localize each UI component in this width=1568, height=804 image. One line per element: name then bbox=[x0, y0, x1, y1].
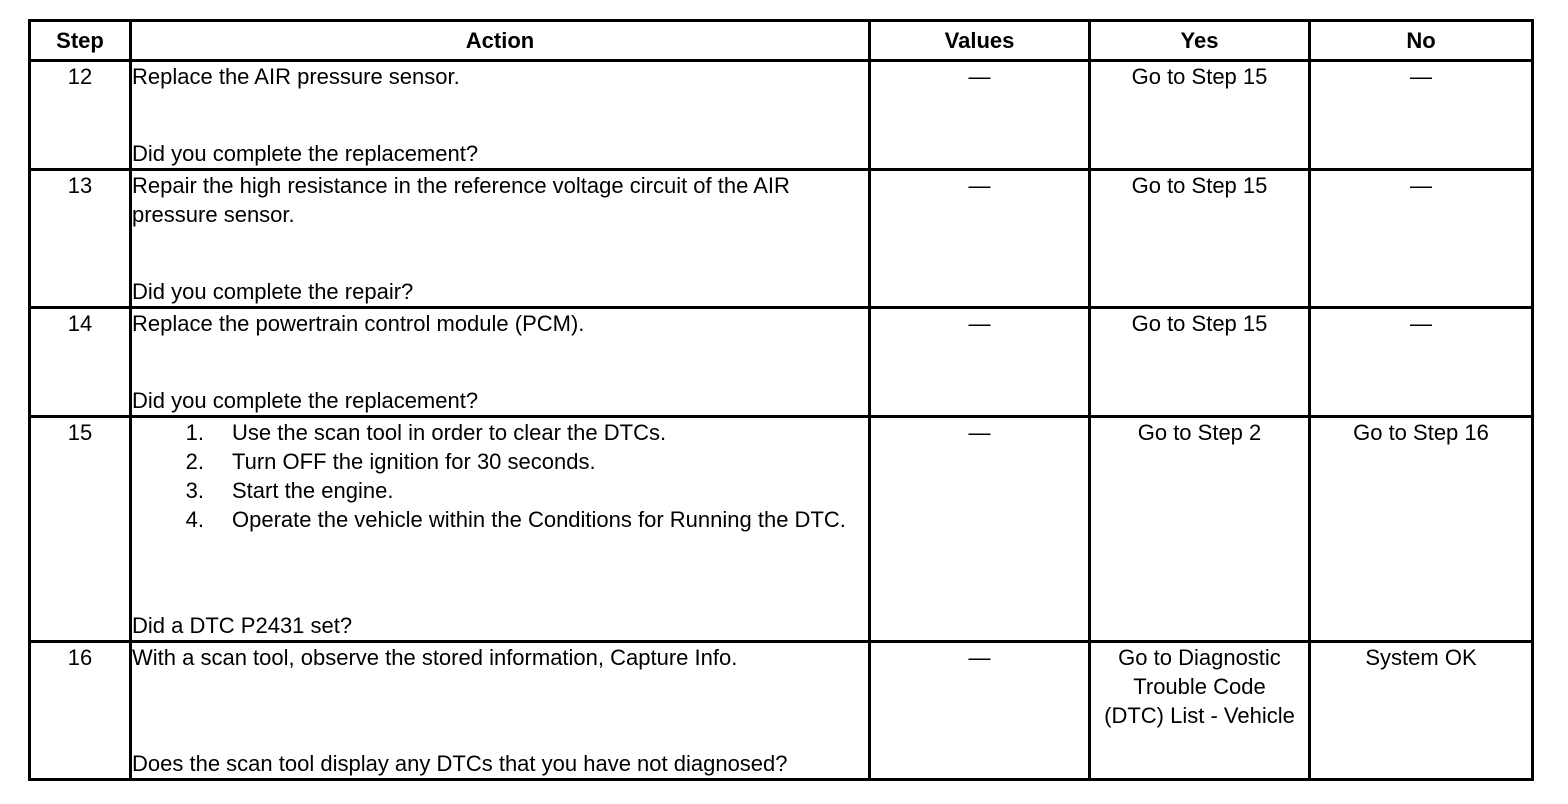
table-row bbox=[30, 642, 1533, 780]
action-cell bbox=[131, 61, 870, 170]
action-cell bbox=[131, 642, 870, 780]
header-action: Action bbox=[131, 21, 870, 61]
action-question: Does the scan tool display any DTCs that you have not diagnosed? bbox=[132, 751, 788, 776]
substep-text: Turn OFF the ignition for 30 seconds. bbox=[232, 449, 596, 474]
action-instruction: Replace the AIR pressure sensor. bbox=[132, 64, 460, 89]
header-step: Step bbox=[30, 21, 131, 61]
substep-number: 4. bbox=[185, 507, 204, 532]
substep-number: 3. bbox=[185, 478, 204, 503]
substep-list bbox=[132, 418, 868, 534]
values-cell: — bbox=[870, 61, 1090, 170]
no-cell: — bbox=[1310, 308, 1533, 417]
action-cell bbox=[131, 308, 870, 417]
table-row bbox=[30, 308, 1533, 417]
action-question: Did a DTC P2431 set? bbox=[132, 613, 353, 638]
header-no: No bbox=[1310, 21, 1533, 61]
substep-number: 2. bbox=[185, 449, 204, 474]
action-question: Did you complete the replacement? bbox=[132, 141, 479, 166]
substep-number: 1. bbox=[185, 420, 204, 445]
action-instruction: Replace the powertrain control module (PCM). bbox=[132, 311, 585, 336]
action-question: Did you complete the replacement? bbox=[132, 388, 479, 413]
table-row bbox=[30, 61, 1533, 170]
list-item bbox=[132, 505, 868, 534]
step-number: 16 bbox=[30, 642, 131, 780]
substep-text: Operate the vehicle within the Conditions for Running the DTC. bbox=[232, 507, 846, 532]
yes-cell: Go to Diagnostic Trouble Code (DTC) List - Vehicle bbox=[1090, 642, 1310, 780]
step-number: 13 bbox=[30, 170, 131, 308]
values-cell: — bbox=[870, 417, 1090, 642]
table-row bbox=[30, 417, 1533, 642]
no-cell: — bbox=[1310, 61, 1533, 170]
list-item bbox=[132, 476, 868, 505]
step-number: 15 bbox=[30, 417, 131, 642]
yes-cell: Go to Step 15 bbox=[1090, 170, 1310, 308]
action-question: Did you complete the repair? bbox=[132, 279, 414, 304]
values-cell: — bbox=[870, 308, 1090, 417]
values-cell: — bbox=[870, 642, 1090, 780]
action-instruction: Repair the high resistance in the reference voltage circuit of the AIR pressure sensor. bbox=[132, 173, 790, 227]
yes-cell: Go to Step 2 bbox=[1090, 417, 1310, 642]
step-number: 14 bbox=[30, 308, 131, 417]
action-instruction: With a scan tool, observe the stored information, Capture Info. bbox=[132, 645, 738, 670]
no-cell: System OK bbox=[1310, 642, 1533, 780]
header-row bbox=[30, 21, 1533, 61]
substep-text: Start the engine. bbox=[232, 478, 394, 503]
substep-text: Use the scan tool in order to clear the DTCs. bbox=[232, 420, 667, 445]
action-cell bbox=[131, 417, 870, 642]
diagnostic-table bbox=[28, 19, 1534, 781]
list-item bbox=[132, 418, 868, 447]
table-row bbox=[30, 170, 1533, 308]
step-number: 12 bbox=[30, 61, 131, 170]
no-cell: Go to Step 16 bbox=[1310, 417, 1533, 642]
list-item bbox=[132, 447, 868, 476]
header-values: Values bbox=[870, 21, 1090, 61]
header-yes: Yes bbox=[1090, 21, 1310, 61]
yes-cell: Go to Step 15 bbox=[1090, 308, 1310, 417]
action-cell bbox=[131, 170, 870, 308]
no-cell: — bbox=[1310, 170, 1533, 308]
values-cell: — bbox=[870, 170, 1090, 308]
yes-cell: Go to Step 15 bbox=[1090, 61, 1310, 170]
